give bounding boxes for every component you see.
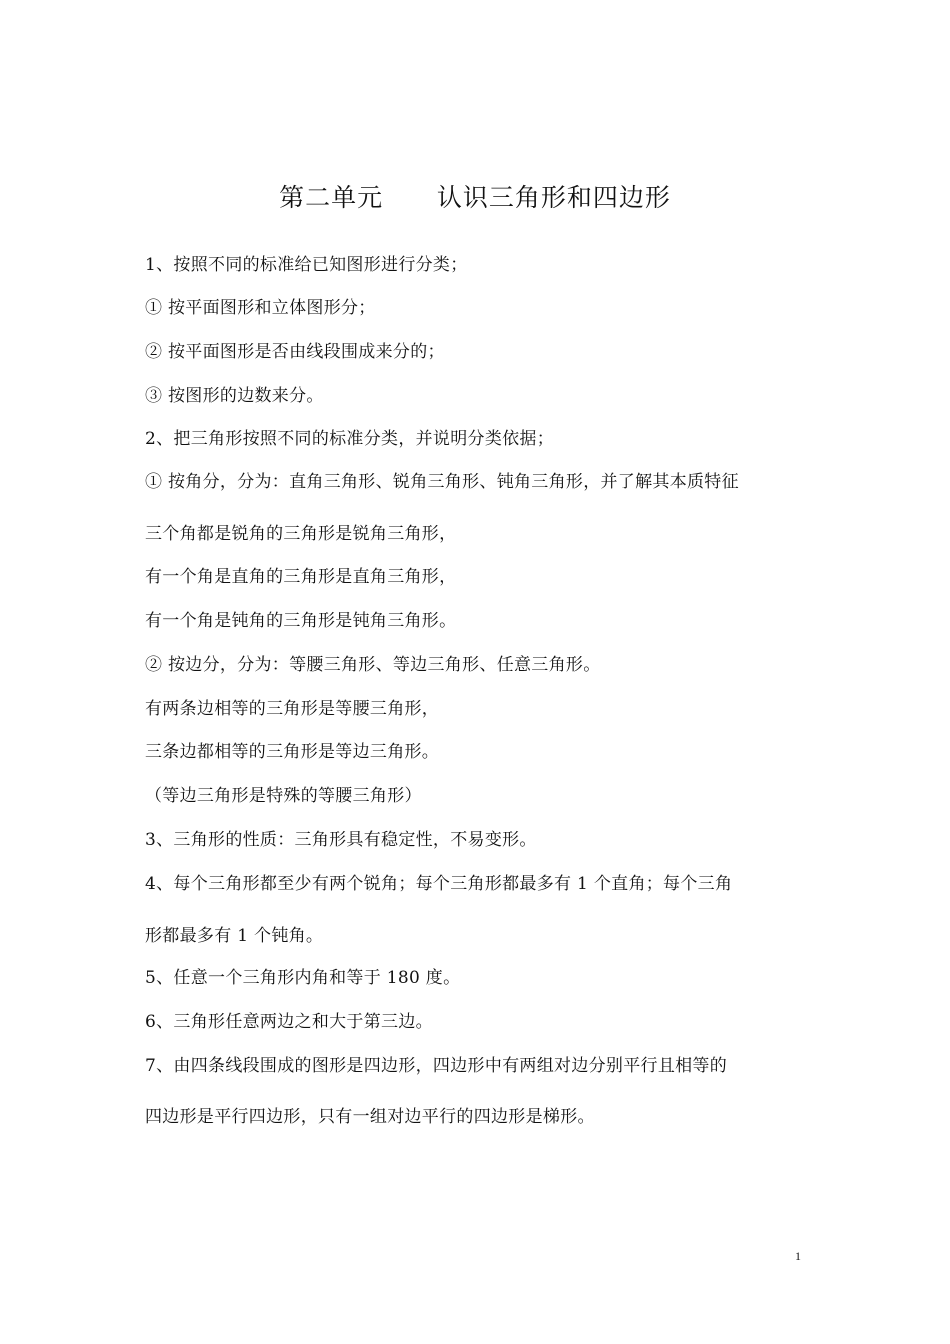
text-line-7: 三个角都是锐角的三角形是锐角三角形， <box>145 524 457 544</box>
text-line-6: ① 按角分，分为：直角三角形、锐角三角形、钝角三角形，并了解其本质特征 <box>145 472 739 492</box>
text-line-1: 1、按照不同的标准给已知图形进行分类； <box>145 255 468 275</box>
text-line-20: 四边形是平行四边形，只有一组对边平行的四边形是梯形。 <box>145 1107 595 1127</box>
text-line-16: 形都最多有 1 个钝角。 <box>145 926 324 946</box>
text-line-18: 6、三角形任意两边之和大于第三边。 <box>145 1012 433 1032</box>
text-line-3: ② 按平面图形是否由线段围成来分的； <box>145 342 445 362</box>
text-line-11: 有两条边相等的三角形是等腰三角形， <box>145 699 440 719</box>
text-line-15: 4、每个三角形都至少有两个锐角；每个三角形都最多有 1 个直角；每个三角 <box>145 874 733 894</box>
text-line-2: ① 按平面图形和立体图形分； <box>145 298 376 318</box>
text-line-12: 三条边都相等的三角形是等边三角形。 <box>145 742 440 762</box>
text-line-5: 2、把三角形按照不同的标准分类，并说明分类依据； <box>145 429 555 449</box>
text-line-19: 7、由四条线段围成的图形是四边形，四边形中有两组对边分别平行且相等的 <box>145 1056 728 1076</box>
text-line-8: 有一个角是直角的三角形是直角三角形， <box>145 567 457 587</box>
text-line-17: 5、任意一个三角形内角和等于 180 度。 <box>145 968 461 988</box>
page-title: 第二单元 认识三角形和四边形 <box>279 183 671 212</box>
text-line-13: （等边三角形是特殊的等腰三角形） <box>145 786 422 806</box>
text-line-10: ② 按边分，分为：等腰三角形、等边三角形、任意三角形。 <box>145 655 601 675</box>
text-line-14: 3、三角形的性质：三角形具有稳定性，不易变形。 <box>145 830 537 850</box>
page-number: 1 <box>795 1249 801 1263</box>
text-line-9: 有一个角是钝角的三角形是钝角三角形。 <box>145 611 457 631</box>
text-line-4: ③ 按图形的边数来分。 <box>145 386 324 406</box>
